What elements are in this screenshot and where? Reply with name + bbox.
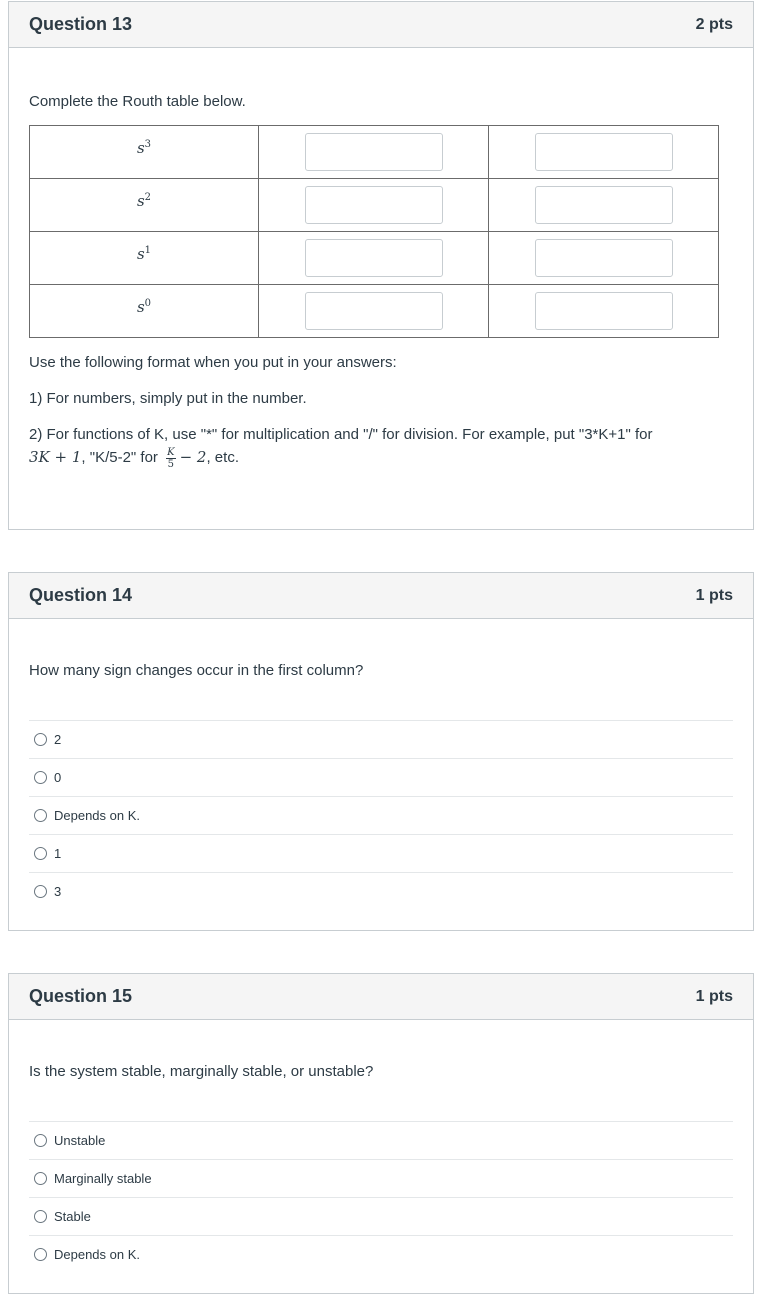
answer-option[interactable]: Unstable — [29, 1121, 733, 1159]
routh-row-label: $s^0$ — [30, 285, 259, 338]
answer-option[interactable]: 1 — [29, 834, 733, 872]
question-prompt: Complete the Routh table below. — [29, 93, 246, 110]
question-prompt: Is the system stable, marginally stable, or unstable? — [29, 1063, 374, 1080]
routh-input-s1-col2[interactable] — [535, 239, 673, 277]
routh-input-s3-col2[interactable] — [535, 133, 673, 171]
radio-button[interactable] — [34, 1134, 47, 1147]
routh-input-s1-col1[interactable] — [305, 239, 443, 277]
format-rule-1: 1) For numbers, simply put in the number. — [29, 390, 307, 407]
math-fraction: $\frac{K}{5}$ — [167, 446, 175, 470]
routh-table — [29, 125, 719, 338]
question-header — [9, 2, 753, 48]
routh-row-label: $s^2$ — [30, 179, 259, 232]
question-prompt: How many sign changes occur in the first column? — [29, 662, 364, 679]
answer-option[interactable]: Marginally stable — [29, 1159, 733, 1197]
answer-option[interactable]: Depends on K. — [29, 1235, 733, 1273]
question-points: 1 pts — [695, 987, 733, 1005]
radio-button[interactable] — [34, 771, 47, 784]
routh-input-s3-col1[interactable] — [305, 133, 443, 171]
answer-option[interactable]: 3 — [29, 872, 733, 910]
question-15 — [8, 973, 754, 1294]
routh-row-s3 — [30, 126, 719, 179]
answer-list — [29, 720, 733, 910]
routh-row-s1 — [30, 232, 719, 285]
question-points: 2 pts — [695, 15, 733, 33]
question-header — [9, 573, 753, 619]
routh-row-s2 — [30, 179, 719, 232]
format-intro: Use the following format when you put in your answers: — [29, 354, 397, 371]
answer-list — [29, 1121, 733, 1273]
question-title: Question 15 — [29, 986, 133, 1006]
routh-input-s0-col1[interactable] — [305, 292, 443, 330]
math-example-2: − 2 — [179, 448, 207, 466]
radio-button[interactable] — [34, 809, 47, 822]
question-points: 1 pts — [695, 586, 733, 604]
routh-row-s0 — [30, 285, 719, 338]
routh-input-s0-col2[interactable] — [535, 292, 673, 330]
routh-input-s2-col2[interactable] — [535, 186, 673, 224]
answer-option[interactable]: 0 — [29, 758, 733, 796]
question-14 — [8, 572, 754, 931]
radio-button[interactable] — [34, 1210, 47, 1223]
radio-button[interactable] — [34, 847, 47, 860]
routh-row-label: $s^1$ — [30, 232, 259, 285]
question-title: Question 13 — [29, 14, 133, 34]
radio-button[interactable] — [34, 733, 47, 746]
answer-option[interactable]: Stable — [29, 1197, 733, 1235]
format-rule-2: 2) For functions of K, use "*" for multiplication and "/" for division. For example, put "3*K+1" for 3K + 1, "K/5-2" for $\frac{K}{5}$ − 2, etc. — [29, 426, 653, 470]
radio-button[interactable] — [34, 1172, 47, 1185]
answer-option[interactable]: 2 — [29, 720, 733, 758]
radio-button[interactable] — [34, 1248, 47, 1261]
question-header — [9, 974, 753, 1020]
routh-input-s2-col1[interactable] — [305, 186, 443, 224]
answer-option[interactable]: Depends on K. — [29, 796, 733, 834]
math-example-1: 3K + 1 — [29, 448, 82, 466]
routh-row-label: $s^3$ — [30, 126, 259, 179]
question-title: Question 14 — [29, 585, 133, 605]
question-13 — [8, 1, 754, 530]
radio-button[interactable] — [34, 885, 47, 898]
